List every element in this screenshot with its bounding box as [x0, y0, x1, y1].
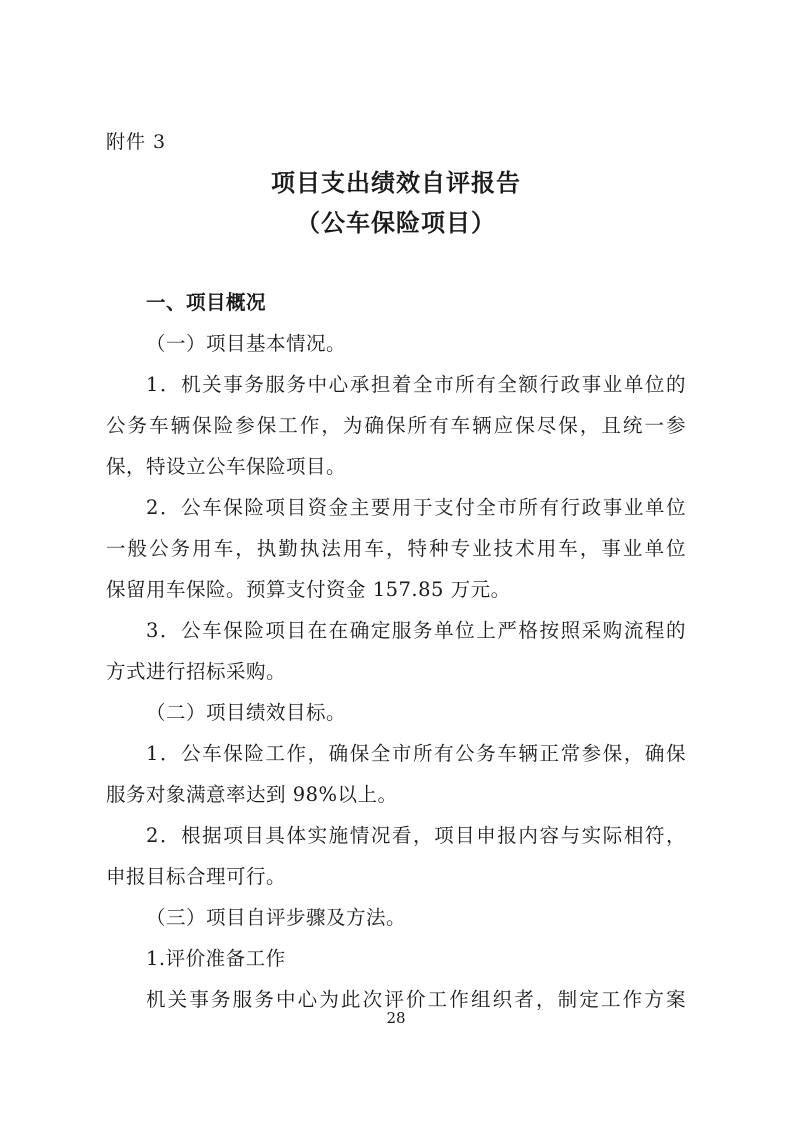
- paragraph-line: 2．公车保险项目资金主要用于支付全市所有行政事业单位: [146, 496, 686, 519]
- paragraph-line: 一般公务用车，执勤执法用车，特种专业技术用车，事业单位: [106, 537, 686, 560]
- paragraph-line: 服务对象满意率达到 98%以上。: [106, 783, 398, 806]
- paragraph-line: 保留用车保险。预算支付资金 157.85 万元。: [106, 578, 511, 601]
- paragraph-line: 机关事务服务中心为此次评价工作组织者，制定工作方案: [146, 988, 686, 1011]
- paragraph-line: 方式进行招标采购。: [106, 660, 287, 683]
- paragraph-line: 1．机关事务服务中心承担着全市所有全额行政事业单位的: [146, 373, 686, 396]
- section-heading: 一、项目概况: [146, 291, 267, 314]
- subsection-heading: （三）项目自评步骤及方法。: [146, 906, 407, 929]
- report-subtitle: （公车保险项目）: [296, 209, 496, 237]
- paragraph-line: 公务车辆保险参保工作，为确保所有车辆应保尽保，且统一参: [106, 414, 686, 437]
- paragraph-line: 2．根据项目具体实施情况看，项目申报内容与实际相符，: [146, 824, 686, 847]
- report-title: 项目支出绩效自评报告: [271, 169, 521, 197]
- subsection-heading: （一）项目基本情况。: [146, 332, 347, 355]
- paragraph-line: 申报目标合理可行。: [106, 865, 287, 888]
- paragraph-line: 保，特设立公车保险项目。: [106, 455, 347, 478]
- page-number: 28: [386, 1009, 406, 1027]
- paragraph-line: 3．公车保险项目在在确定服务单位上严格按照采购流程的: [146, 619, 686, 642]
- paragraph-line: 1．公车保险工作，确保全市所有公务车辆正常参保，确保: [146, 742, 686, 765]
- document-body: [106, 282, 686, 1020]
- subsection-heading: （二）项目绩效目标。: [146, 701, 347, 724]
- step-heading: 1.评价准备工作: [146, 947, 286, 970]
- attachment-label: 附件 3: [106, 131, 167, 153]
